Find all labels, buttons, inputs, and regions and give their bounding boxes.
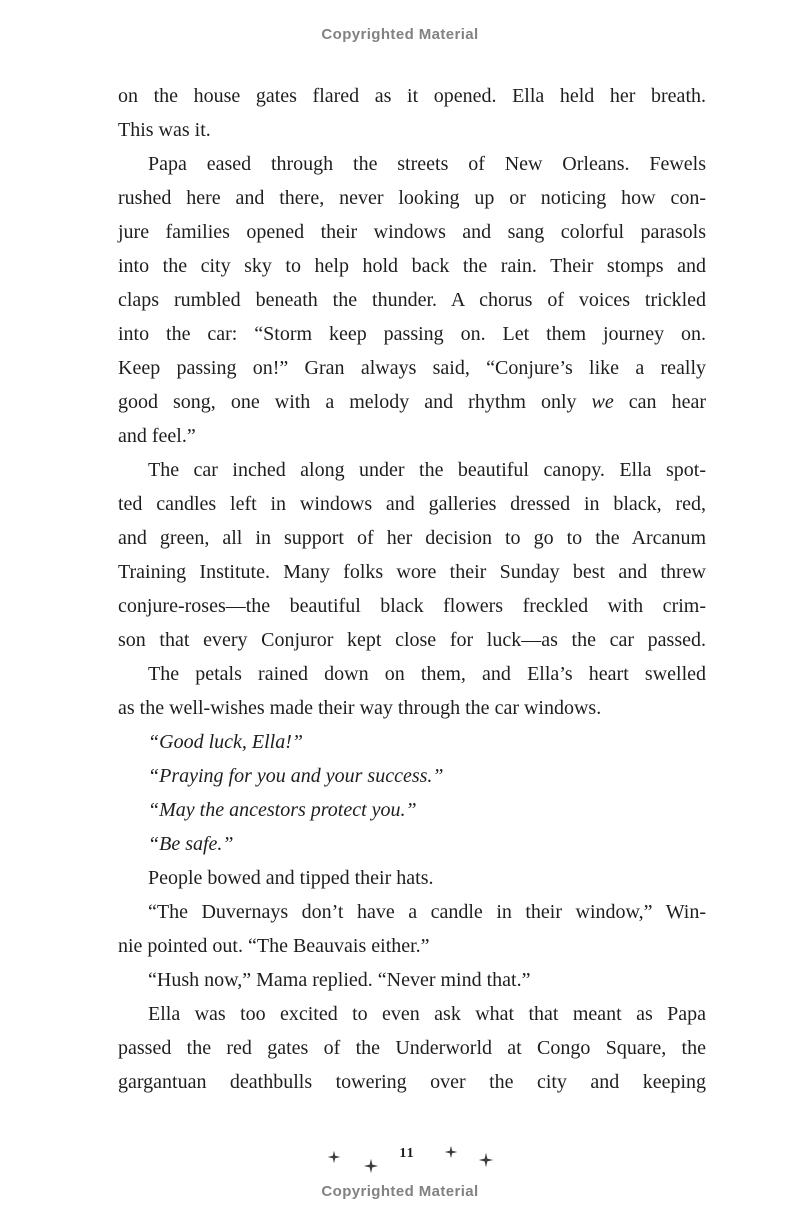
text-segment: The car inched along under the beautiful canopy. Ella spot- (148, 459, 706, 481)
text-line (118, 793, 706, 827)
page-number: 11 (399, 1146, 415, 1161)
text-segment: can hear (613, 391, 706, 413)
text-line (118, 79, 706, 113)
text-line (118, 181, 706, 215)
text-segment: ted candles left in windows and galleries dressed in black, red, (118, 493, 706, 515)
text-segment: “Be safe.” (148, 833, 234, 855)
text-segment: on the house gates flared as it opened. Ella held her breath. (118, 85, 706, 107)
text-segment: “Hush now,” Mama replied. “Never mind that.” (148, 969, 531, 991)
bottom-copyright-notice: Copyrighted Material (321, 1183, 479, 1200)
text-line (118, 521, 706, 555)
text-segment: into the city sky to help hold back the rain. Their stomps and (118, 255, 706, 277)
text-segment: People bowed and tipped their hats. (148, 867, 434, 889)
text-segment: nie pointed out. “The Beauvais either.” (118, 935, 430, 957)
text-line (118, 657, 706, 691)
sparkle-icon (327, 1150, 341, 1164)
text-line (118, 1065, 706, 1099)
text-line (118, 351, 706, 385)
text-line (118, 759, 706, 793)
text-segment: passed the red gates of the Underworld at Congo Square, the (118, 1037, 706, 1059)
text-segment: “The Duvernays don’t have a candle in their window,” Win- (148, 901, 706, 923)
sparkle-icon (444, 1145, 458, 1159)
top-copyright-notice: Copyrighted Material (321, 26, 479, 43)
text-segment: “Good luck, Ella!” (148, 731, 303, 753)
text-line (118, 1031, 706, 1065)
text-line (118, 929, 706, 963)
text-line (118, 725, 706, 759)
text-segment: This was it. (118, 119, 211, 141)
text-segment: jure families opened their windows and sang colorful parasols (118, 221, 706, 243)
text-line (118, 589, 706, 623)
text-segment: “May the ancestors protect you.” (148, 799, 417, 821)
sparkle-icon (478, 1152, 494, 1168)
text-line (118, 453, 706, 487)
emphasized-text: we (591, 391, 614, 413)
text-segment: and green, all in support of her decision to go to the Arcanum (118, 527, 706, 549)
text-line (118, 895, 706, 929)
text-segment: conjure-roses—the beautiful black flowers freckled with crim- (118, 595, 706, 617)
text-line (118, 283, 706, 317)
text-segment: good song, one with a melody and rhythm only (118, 391, 592, 413)
text-line (118, 113, 706, 147)
text-line (118, 419, 706, 453)
text-line (118, 997, 706, 1031)
text-line (118, 623, 706, 657)
body-text (118, 79, 706, 1099)
text-line (118, 487, 706, 521)
text-segment: Ella was too excited to even ask what that meant as Papa (148, 1003, 706, 1025)
text-segment: son that every Conjuror kept close for luck—as the car passed. (118, 629, 706, 651)
text-line (118, 827, 706, 861)
text-line (118, 555, 706, 589)
text-line (118, 249, 706, 283)
sparkle-icon (363, 1158, 379, 1174)
text-segment: and feel.” (118, 425, 196, 447)
text-segment: Keep passing on!” Gran always said, “Conjure’s like a really (118, 357, 706, 379)
text-segment: rushed here and there, never looking up or noticing how con- (118, 187, 706, 209)
text-segment: Training Institute. Many folks wore their Sunday best and threw (118, 561, 706, 583)
text-segment: “Praying for you and your success.” (148, 765, 444, 787)
text-line (118, 317, 706, 351)
text-segment: claps rumbled beneath the thunder. A chorus of voices trickled (118, 289, 706, 311)
text-segment: gargantuan deathbulls towering over the city and keeping (118, 1071, 706, 1093)
text-line (118, 691, 706, 725)
text-line (118, 147, 706, 181)
text-line (118, 963, 706, 997)
text-line (118, 215, 706, 249)
text-segment: into the car: “Storm keep passing on. Let them journey on. (118, 323, 706, 345)
text-segment: Papa eased through the streets of New Orleans. Fewels (148, 153, 706, 175)
text-segment: as the well-wishes made their way through the car windows. (118, 697, 602, 719)
text-line (118, 861, 706, 895)
text-line (118, 385, 706, 419)
text-segment: The petals rained down on them, and Ella’s heart swelled (148, 663, 706, 685)
